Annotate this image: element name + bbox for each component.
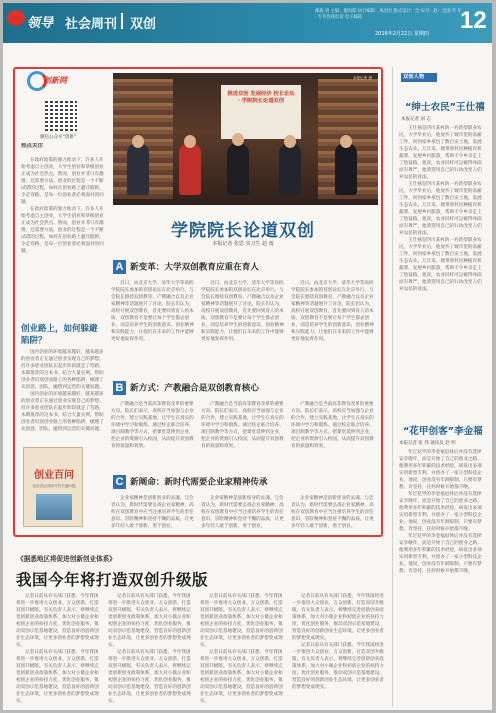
forum-photo: [113, 73, 378, 205]
masthead-info: 邮箱 请 主编：谢向阳 执行编辑：凤羽宏 版式设计：全 实习：赵 · 全国 年 年 · 专刊热线电话 电子邮箱: [315, 9, 462, 20]
book-subtitle: 创业者必须面对的关键问题: [32, 484, 76, 488]
side-text: 国内创业的环境越来越好，越来越多的创业者正在通过创业实现自己的梦想。但许多创业团队在起步阶段就走了弯路，本期推荐的这本书，结合大量实例，帮助创业者识别创业路上的各种陷阱，梳理了从创意、团队、融资到运营的关键问题。 国内创业的环境越来越好，越来越多的创业者正在通过创业实现自己的梦想。但许多创业团队在起步阶段就走了弯路，本期推荐的这本书，结合大量实例，帮助创业者识别创业路上的各种陷阱，梳理了从创意、团队、融资到运营的关键问题。: [21, 350, 104, 432]
masthead-logo: 领导: [27, 16, 54, 31]
logo-text: 创新网: [43, 75, 67, 85]
section-a-col-2: 近日，由北京大学、清华大学等高校学院院长参加的双创论坛在北京举行。与会院长围绕双创教育、产教融合以及企业家精神等话题展开了讨论。院长们认为，高校开展双创教育，首先要回到育人的本质，双创教育不是要让每个学生都去创业，而是培养学生的创新意识、创业精神和实践能力，让他们在未来的工作中能够更好地发挥作用。: [201, 281, 284, 342]
divider: [121, 13, 123, 29]
article-title: 学院院长论道双创: [171, 221, 315, 241]
speaker-1: [127, 143, 149, 195]
section-a-letter: A: [113, 260, 126, 274]
bottom-col-4: 记者日前从有关部门获悉，今年我国将进一步推进大众创业、万众创新，打造双创升级版。有关负责人表示，将继续完善创新创业政策体系，加大对小微企业和初创企业的扶持力度，优化创业服务，推动双创示范基地建设，营造良好的创新创业生态环境，让更多创业者的梦想变成现实。 记者日前从有关部门获悉，今年我国将进一步推进大众创业、万众创新，打造双创升级版。有关负责人表示，将继续完善创新创业政策体系，加大对小微企业和初创企业的扶持力度，优化创业服务，推动双创示范基地建设，营造良好的创新创业生态环境，让更多创业者的梦想变成现实。: [292, 594, 384, 690]
qr-code-icon[interactable]: [45, 99, 77, 131]
section-b-col-2: 产教融合是当前高等教育改革的重要方向。院长们表示，高校应当加强与企业的合作，建立实践基地，让学生在真实的环境中学习和锻炼。通过校企联合培养、项目制教学等方式，把课堂延伸到企业，把企业的资源引入校园，从而提升双创教育的质量和效果。: [201, 402, 284, 449]
section-subtitle: 双创: [130, 17, 157, 32]
masthead: [3, 3, 492, 43]
speaker-4: [279, 143, 301, 195]
section-c-heading: [113, 475, 268, 489]
forum-banner: [221, 85, 301, 139]
column-divider: [392, 67, 393, 707]
section-c-col-3: 企业家精神是创新创业的灵魂。与会者认为，新时代需要弘扬企业家精神，高校在双创教育中应当注重培养学生的责任意识、冒险精神和坚持不懈的品质，让更多年轻人敢于创新、勇于创业。: [291, 496, 374, 529]
book-title: 创业百问: [34, 470, 74, 481]
speaker-4-head: [284, 135, 296, 148]
speaker-3: [227, 143, 249, 195]
story1-byline: 本报记者 刘 志: [401, 117, 431, 122]
section-a-heading: [113, 260, 259, 274]
section-c-col-2: 企业家精神是创新创业的灵魂。与会者认为，新时代需要弘扬企业家精神，高校在双创教育中应当注重培养学生的责任意识、冒险精神和坚持不懈的品质，让更多年轻人敢于创新、勇于创业。: [201, 496, 284, 529]
bottom-kicker: 《据悉地区将促进创新创业体系》: [17, 555, 116, 563]
section-b-col-3: 产教融合是当前高等教育改革的重要方向。院长们表示，高校应当加强与企业的合作，建立实践基地，让学生在真实的环境中学习和锻炼。通过校企联合培养、项目制教学等方式，把课堂延伸到企业，把企业的资源引入校园，从而提升双创教育的质量和效果。: [291, 402, 374, 449]
newspaper-page: [3, 3, 492, 710]
intro-text: 在政府政策的强力推动下，许多人开始考虑自主创业，大学生创业和草根创业正成为社会热点。然而，创业并非只有激情，还需要方法。创业的过程是一个不断试错的过程，如何在创业路上避开陷阱，少走弯路，是每一位创业者必须面对的问题。 在政府政策的强力推动下，许多人开始考虑自主创业，大学生创业和草根创业正成为社会热点。然而，创业并非只有激情，还需要方法。创业的过程是一个不断试错的过程，如何在创业路上避开陷阱，少走弯路，是每一位创业者必须面对的问题。: [21, 158, 104, 254]
story2-text: 年过花甲的李金福退休后并没有选择安享晚年，而是开始了自己的创业之路。他利用多年积累的技术经验，研发出多项实用新型专利，并创办了一家小型科技企业。他说，创业没有年龄限制，只要有梦想、肯坚持，任何时候开始都不晚。 年过花甲的李金福退休后并没有选择安享晚年，而是开始了自己的创业之路。他利用多年积累的技术经验，研发出多项实用新型专利，并创办了一家小型科技企业。他说，创业没有年龄限制，只要有梦想、肯坚持，任何时候开始都不晚。 年过花甲的李金福退休后并没有选择安享晚年，而是开始了自己的创业之路。他利用多年积累的技术经验，研发出多项实用新型专利，并创办了一家小型科技企业。他说，创业没有年龄限制，只要有梦想、肯坚持，任何时候开始都不晚。: [399, 450, 482, 574]
story2-title: “花甲创客”李金福: [403, 426, 483, 437]
section-c-title: 新阐命：新时代需要企业家精神传承: [130, 477, 268, 488]
section-c-col-1: 企业家精神是创新创业的灵魂。与会者认为，新时代需要弘扬企业家精神，高校在双创教育中应当注重培养学生的责任意识、冒险精神和坚持不懈的品质，让更多年轻人敢于创新、勇于创业。: [111, 496, 194, 529]
book-cover: [23, 447, 83, 527]
logo-icon: [7, 10, 25, 26]
speaker-5-head: [340, 135, 352, 148]
section-b-col-1: 产教融合是当前高等教育改革的重要方向。院长们表示，高校应当加强与企业的合作，建立实践基地，让学生在真实的环境中学习和锻炼。通过校企联合培养、项目制教学等方式，把课堂延伸到企业，把企业的资源引入校园，从而提升双创教育的质量和效果。: [111, 402, 194, 449]
story1-title: “绅士农民”王仕禧: [405, 102, 485, 113]
speaker-1-head: [132, 135, 144, 148]
book-illustration: [36, 494, 72, 520]
article-byline: 本报记者 张思 实习生 赵 雨: [212, 241, 274, 247]
speaker-2-head: [184, 135, 196, 148]
section-title: 社会周刊: [65, 17, 118, 32]
section-b-heading: [113, 381, 259, 395]
speaker-3-head: [232, 133, 244, 146]
story1-text: 王仕禧是四川某村的一名新型职业农民。大学毕业后，他放弃了城市里的高薪工作，回到家乡承包了数百亩土地，发展生态农业。几年来，他带领村民种植有机蔬菜，发展乡村旅游，帮助不少乡亲走上了致富路。他说，农业同样可以做得体面而有尊严，他希望用自己的行动改变人们对农民的看法。 王仕禧是四川某村的一名新型职业农民。大学毕业后，他放弃了城市里的高薪工作，回到家乡承包了数百亩土地，发展生态农业。几年来，他带领村民种植有机蔬菜，发展乡村旅游，帮助不少乡亲走上了致富路。他说，农业同样可以做得体面而有尊严，他希望用自己的行动改变人们对农民的看法。 王仕禧是四川某村的一名新型职业农民。大学毕业后，他放弃了城市里的高薪工作，回到家乡承包了数百亩土地，发展生态农业。几年来，他带领村民种植有机蔬菜，发展乡村旅游，帮助不少乡亲走上了致富路。他说，农业同样可以做得体面而有尊严，他希望用自己的行动改变人们对农民的看法。: [399, 126, 482, 292]
bottom-col-2: 记者日前从有关部门获悉，今年我国将进一步推进大众创业、万众创新，打造双创升级版。有关负责人表示，将继续完善创新创业政策体系，加大对小微企业和初创企业的扶持力度，优化创业服务，推动双创示范基地建设，营造良好的创新创业生态环境，让更多创业者的梦想变成现实。 记者日前从有关部门获悉，今年我国将进一步推进大众创业、万众创新，打造双创升级版。有关负责人表示，将继续完善创新创业政策体系，加大对小微企业和初创企业的扶持力度，优化创业服务，推动双创示范基地建设，营造良好的创新创业生态环境，让更多创业者的梦想变成现实。: [108, 594, 191, 704]
intro-heading: 热点关注: [21, 143, 44, 149]
bottom-col-1: 记者日前从有关部门获悉，今年我国将进一步推进大众创业、万众创新，打造双创升级版。有关负责人表示，将继续完善创新创业政策体系，加大对小微企业和初创企业的扶持力度，优化创业服务，推动双创示范基地建设，营造良好的创新创业生态环境，让更多创业者的梦想变成现实。 记者日前从有关部门获悉，今年我国将进一步推进大众创业、万众创新，打造双创升级版。有关负责人表示，将继续完善创新创业政策体系，加大对小微企业和初创企业的扶持力度，优化创业服务，推动双创示范基地建设，营造良好的创新创业生态环境，让更多创业者的梦想变成现实。: [16, 594, 99, 704]
issue-date: 2016年2月22日 星期四: [375, 31, 429, 37]
side-subhead: 创业路上，如何躲避陷阱？: [21, 324, 98, 346]
section-b-letter: B: [113, 381, 126, 395]
section-a-col-3: 近日，由北京大学、清华大学等高校学院院长参加的双创论坛在北京举行。与会院长围绕双创教育、产教融合以及企业家精神等话题展开了讨论。院长们认为，高校开展双创教育，首先要回到育人的本质，双创教育不是要让每个学生都去创业，而是培养学生的创新意识、创业精神和实践能力，让他们在未来的工作中能够更好地发挥作用。: [291, 281, 374, 342]
column-logo: [27, 71, 83, 93]
banner-text: 推进双创 发展经济 校长论坛 · 学院院长论道双创: [227, 91, 295, 104]
page-number: 12: [460, 7, 487, 34]
right-tag: 双创人物: [403, 74, 425, 80]
section-b-title: 新方式：产教融合是双创教育核心: [130, 383, 259, 394]
bottom-title: 我国今年将打造双创升级版: [16, 571, 209, 589]
speaker-2: [179, 143, 201, 195]
story2-byline: 本报记者 张 伟 通讯员 赵 明: [399, 441, 456, 446]
section-a-col-1: 近日，由北京大学、清华大学等高校学院院长参加的双创论坛在北京举行。与会院长围绕双创教育、产教融合以及企业家精神等话题展开了讨论。院长们认为，高校开展双创教育，首先要回到育人的本质，双创教育不是要让每个学生都去创业，而是培养学生的创新意识、创业精神和实践能力，让他们在未来的工作中能够更好地发挥作用。: [111, 281, 194, 342]
qr-caption: 微信公众号“创新”: [40, 135, 77, 140]
section-c-letter: C: [113, 475, 126, 489]
speaker-5: [335, 143, 357, 195]
section-a-title: 新变革：大学双创教育应重在育人: [130, 262, 259, 273]
photo-credit: 本报记者 摄: [352, 76, 372, 80]
bottom-col-3: 记者日前从有关部门获悉，今年我国将进一步推进大众创业、万众创新，打造双创升级版。有关负责人表示，将继续完善创新创业政策体系，加大对小微企业和初创企业的扶持力度，优化创业服务，推动双创示范基地建设，营造良好的创新创业生态环境，让更多创业者的梦想变成现实。 记者日前从有关部门获悉，今年我国将进一步推进大众创业、万众创新，打造双创升级版。有关负责人表示，将继续完善创新创业政策体系，加大对小微企业和初创企业的扶持力度，优化创业服务，推动双创示范基地建设，营造良好的创新创业生态环境，让更多创业者的梦想变成现实。: [200, 594, 283, 704]
